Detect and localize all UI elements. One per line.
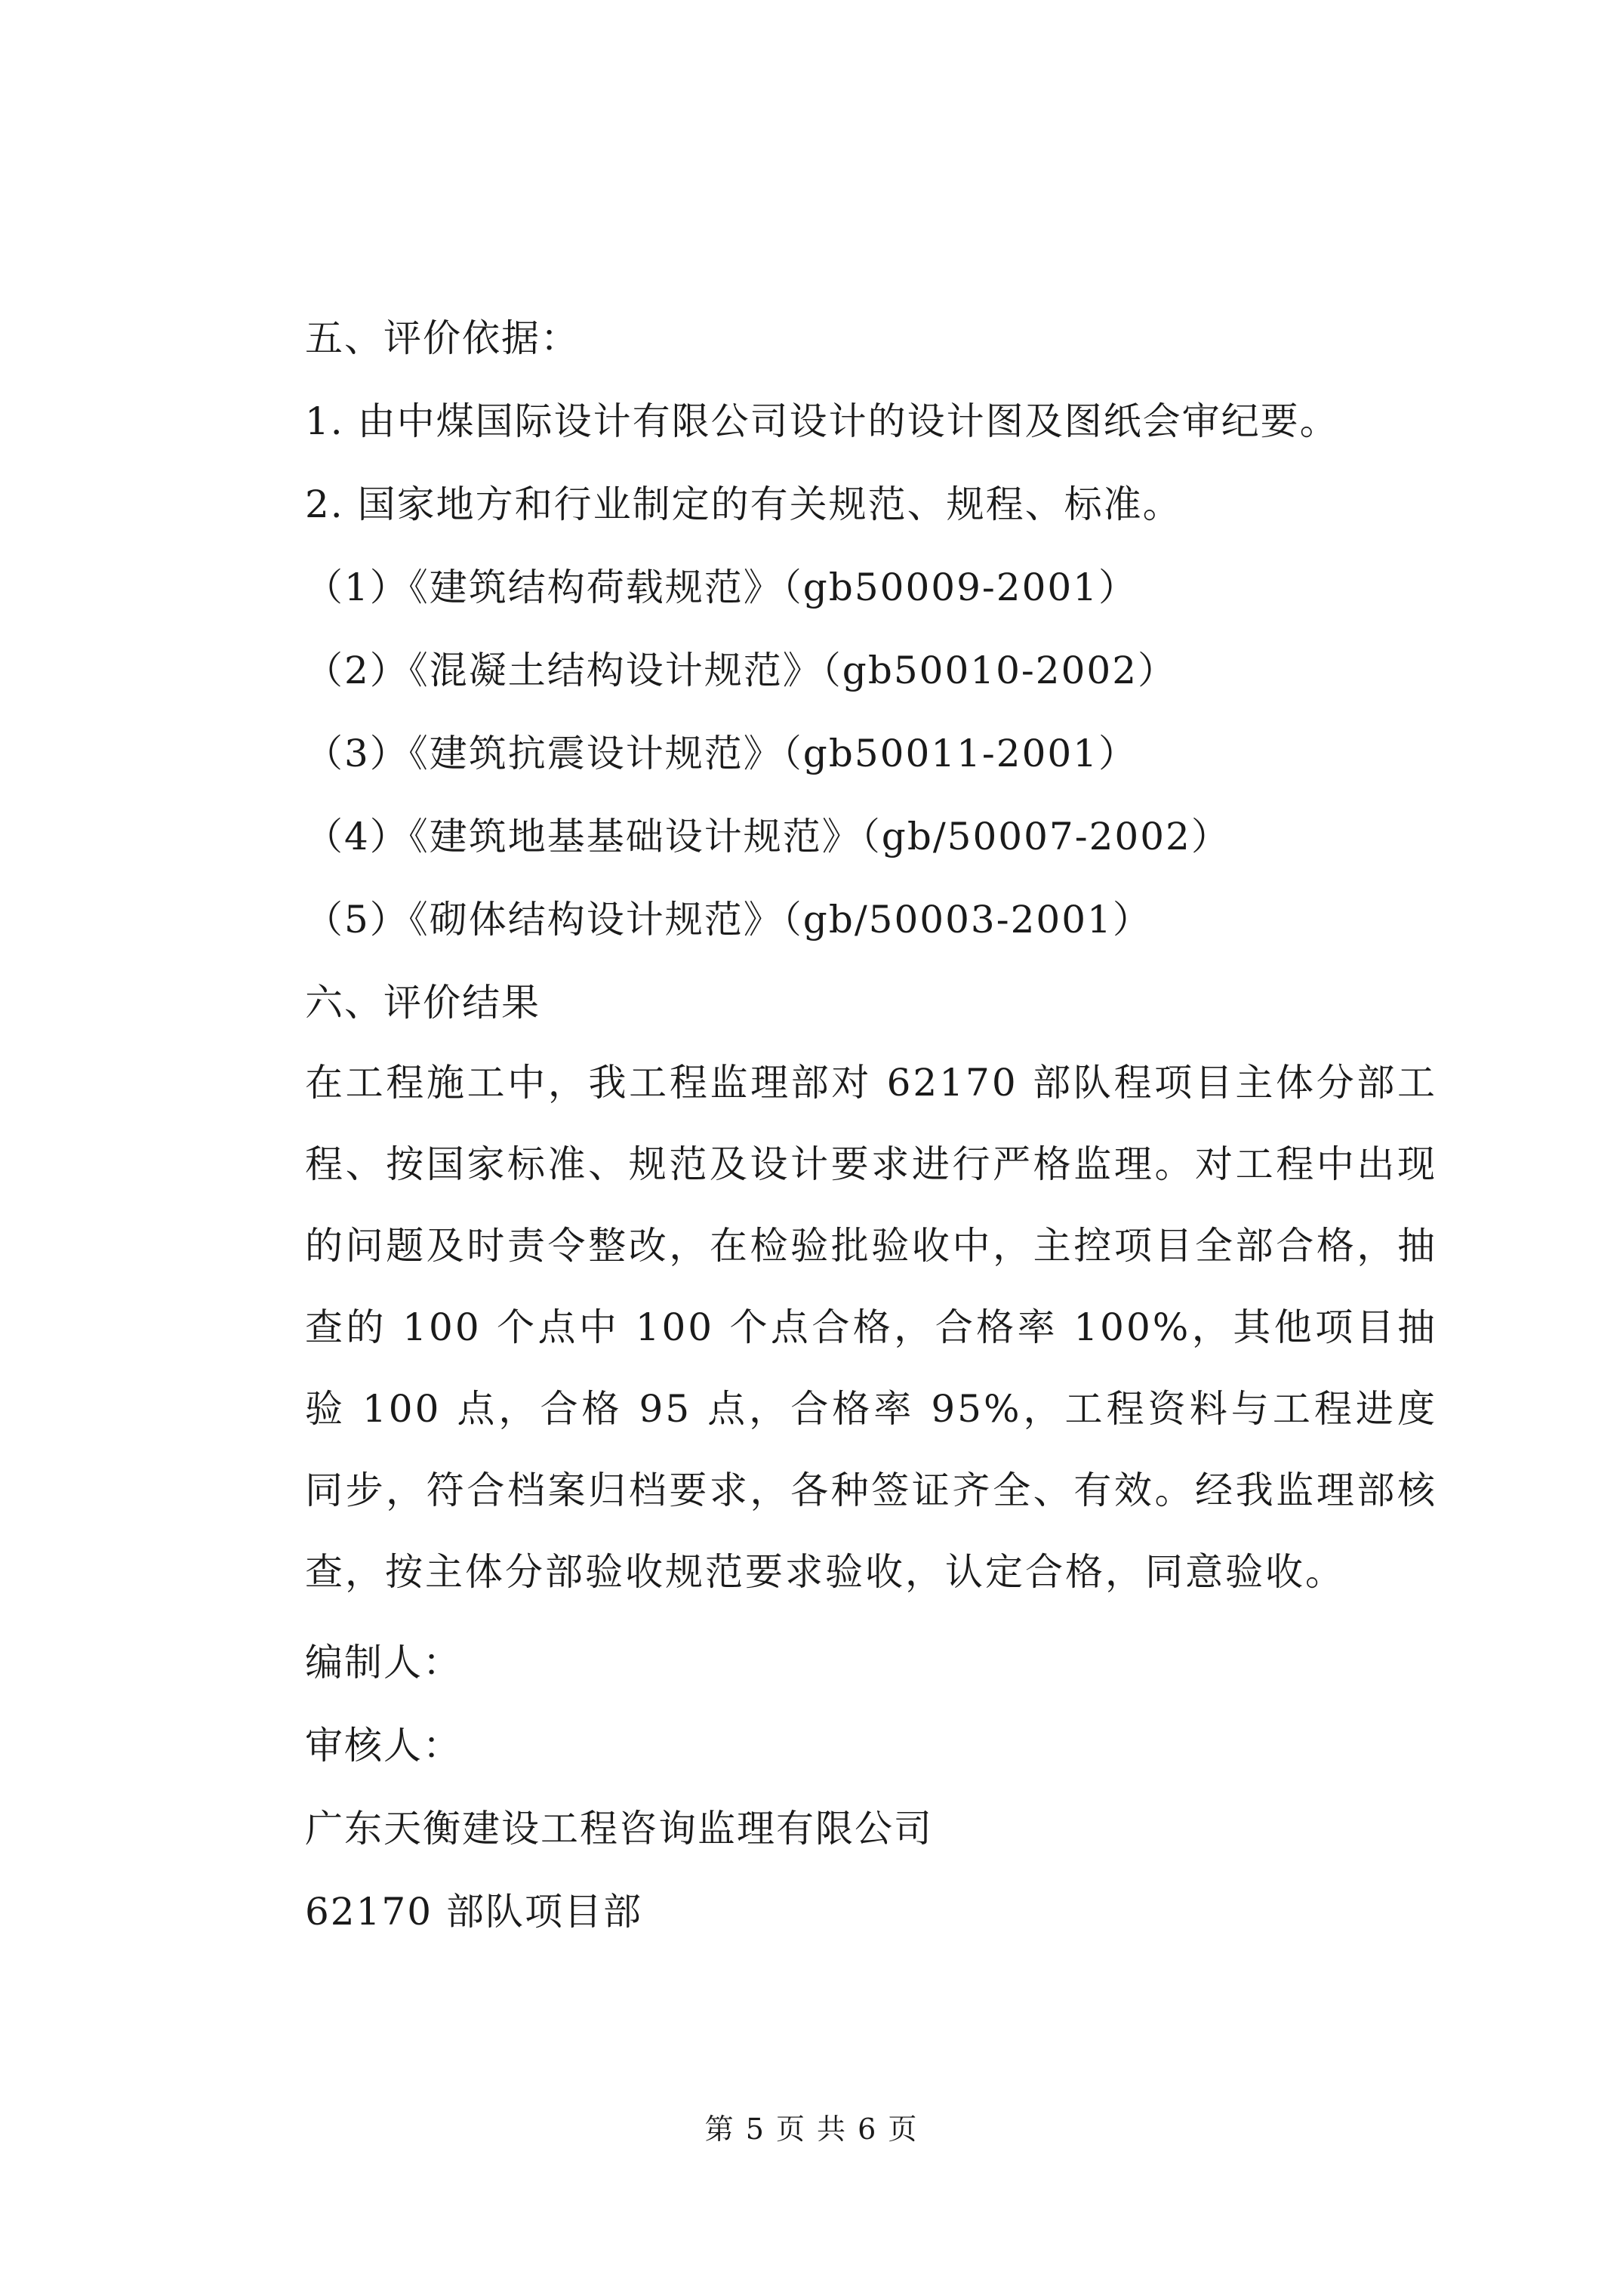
department-name: 62170 部队项目部	[305, 1890, 642, 1934]
page-number-footer: 第 5 页 共 6 页	[704, 2113, 919, 2146]
compiler-label: 编制人：	[305, 1641, 462, 1684]
basis-item-1: 1. 由中煤国际设计有限公司设计的设计图及图纸会审纪要。	[305, 399, 1339, 443]
standard-item-5: （5）《砌体结构设计规范》（gb/50003-2001）	[305, 898, 1152, 942]
reviewer-label: 审核人：	[305, 1724, 462, 1767]
standard-item-2: （2）《混凝土结构设计规范》（gb50010-2002）	[305, 649, 1178, 692]
section-6-heading: 六、评价结果	[305, 981, 540, 1025]
basis-item-2: 2. 国家地方和行业制定的有关规范、规程、标准。	[305, 482, 1182, 526]
evaluation-result-paragraph: 在工程施工中，我工程监理部对 62170 部队程项目主体分部工程、按国家标准、规范及设计要求进行严格监理。对工程中出现的问题及时责令整改，在检验批验收中，主控项目全部合格，抽查的 100 个点中 100 个点合格，合格率 100%，其他项目抽验 100 点，合格 95 点，合格率 95%，工程资料与工程进度同步，符合档案归档要求，各种签证齐全、有效。经我监理部核查，按主体分部验收规范要求验收，认定合格，同意验收。	[305, 1061, 1437, 1594]
standard-item-3: （3）《建筑抗震设计规范》（gb50011-2001）	[305, 732, 1138, 775]
standard-item-4: （4）《建筑地基基础设计规范》（gb/50007-2002）	[305, 815, 1230, 858]
section-5-heading: 五、评价依据：	[305, 316, 580, 360]
standard-item-1: （1）《建筑结构荷载规范》（gb50009-2001）	[305, 566, 1138, 609]
company-name: 广东天衡建设工程咨询监理有限公司	[305, 1807, 933, 1851]
